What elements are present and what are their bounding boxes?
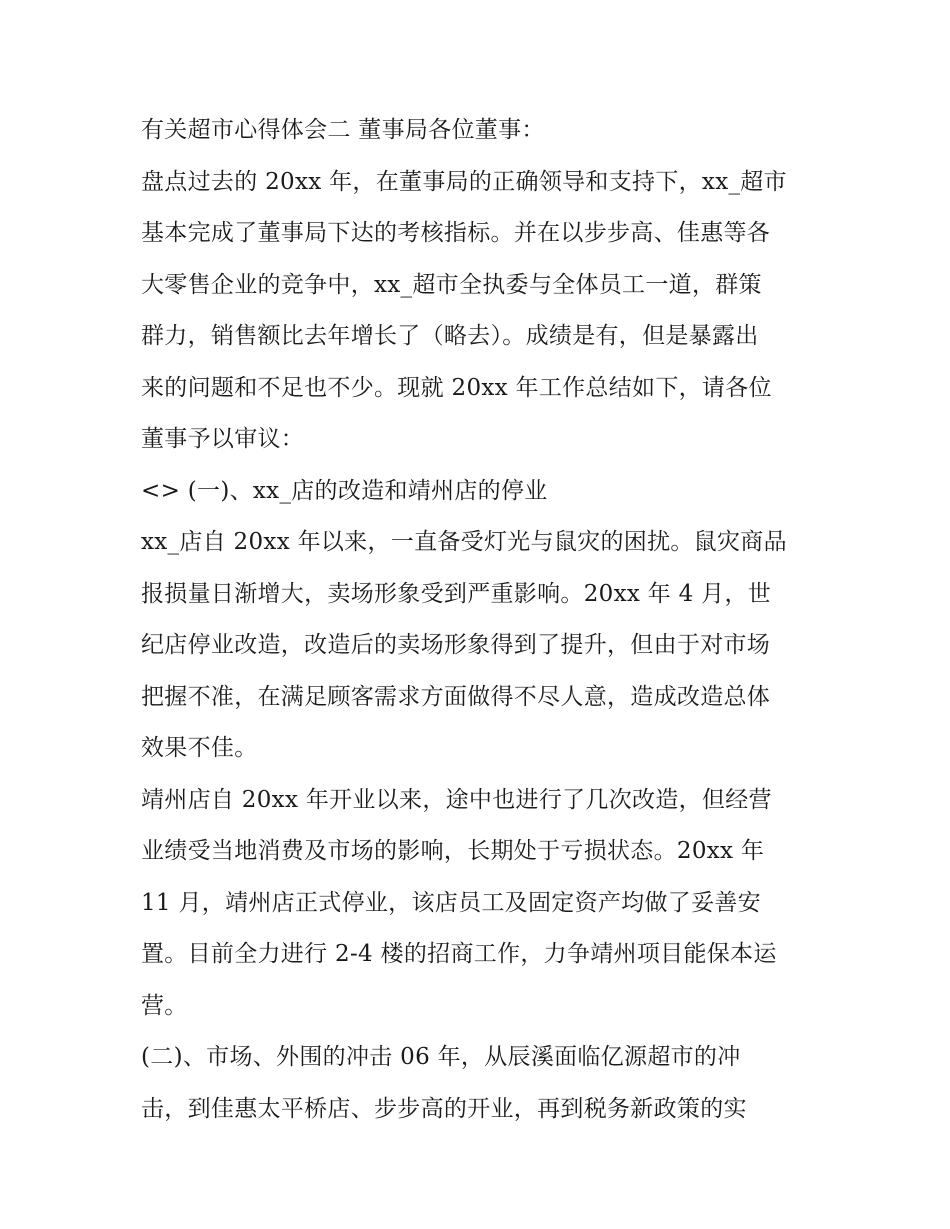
section-heading-1: <> (一)、xx_店的改造和靖州店的停业 <box>141 477 548 504</box>
text-line: 效果不佳。 <box>141 735 258 761</box>
text-line-title: 有关超市心得体会二 董事局各位董事： <box>141 117 545 143</box>
text-line: 纪店停业改造，改造后的卖场形象得到了提升，但由于对市场 <box>141 632 771 658</box>
text-line: 董事予以审议： <box>141 426 305 452</box>
text-line: 业绩受当地消费及市场的影响，长期处于亏损状态。20xx 年 <box>141 838 765 864</box>
text-line: 报损量日渐增大，卖场形象受到严重影响。20xx 年 4 月，世 <box>141 580 772 607</box>
text-line: 来的问题和不足也不少。现就 20xx 年工作总结如下，请各位 <box>141 374 772 401</box>
text-line: 靖州店自 20xx 年开业以来，途中也进行了几次改造，但经营 <box>141 786 772 813</box>
text-line: 11 月，靖州店正式停业，该店员工及固定资产均做了妥善安 <box>141 889 761 916</box>
text-line: xx_店自 20xx 年以来，一直备受灯光与鼠灾的困扰。鼠灾商品 <box>141 529 787 555</box>
text-line: 大零售企业的竞争中，xx_超市全执委与全体员工一道，群策 <box>141 271 762 298</box>
text-line: 营。 <box>141 992 188 1019</box>
text-line: 击，到佳惠太平桥店、步步高的开业，再到税务新政策的实 <box>141 1095 747 1122</box>
section-heading-2: (二)、市场、外围的冲击 06 年，从辰溪面临亿源超市的冲 <box>141 1044 741 1070</box>
text-line: 基本完成了董事局下达的考核指标。并在以步步高、佳惠等各 <box>141 220 771 246</box>
text-line: 置。目前全力进行 2-4 楼的招商工作，力争靖州项目能保本运 <box>141 941 777 967</box>
text-line: 群力，销售额比去年增长了（略去）。成绩是有，但是暴露出 <box>141 323 759 349</box>
text-line: 盘点过去的 20xx 年，在董事局的正确领导和支持下，xx_超市 <box>141 168 787 195</box>
document-body <box>141 111 821 1141</box>
text-line: 把握不准，在满足顾客需求方面做得不尽人意，造成改造总体 <box>141 683 771 710</box>
